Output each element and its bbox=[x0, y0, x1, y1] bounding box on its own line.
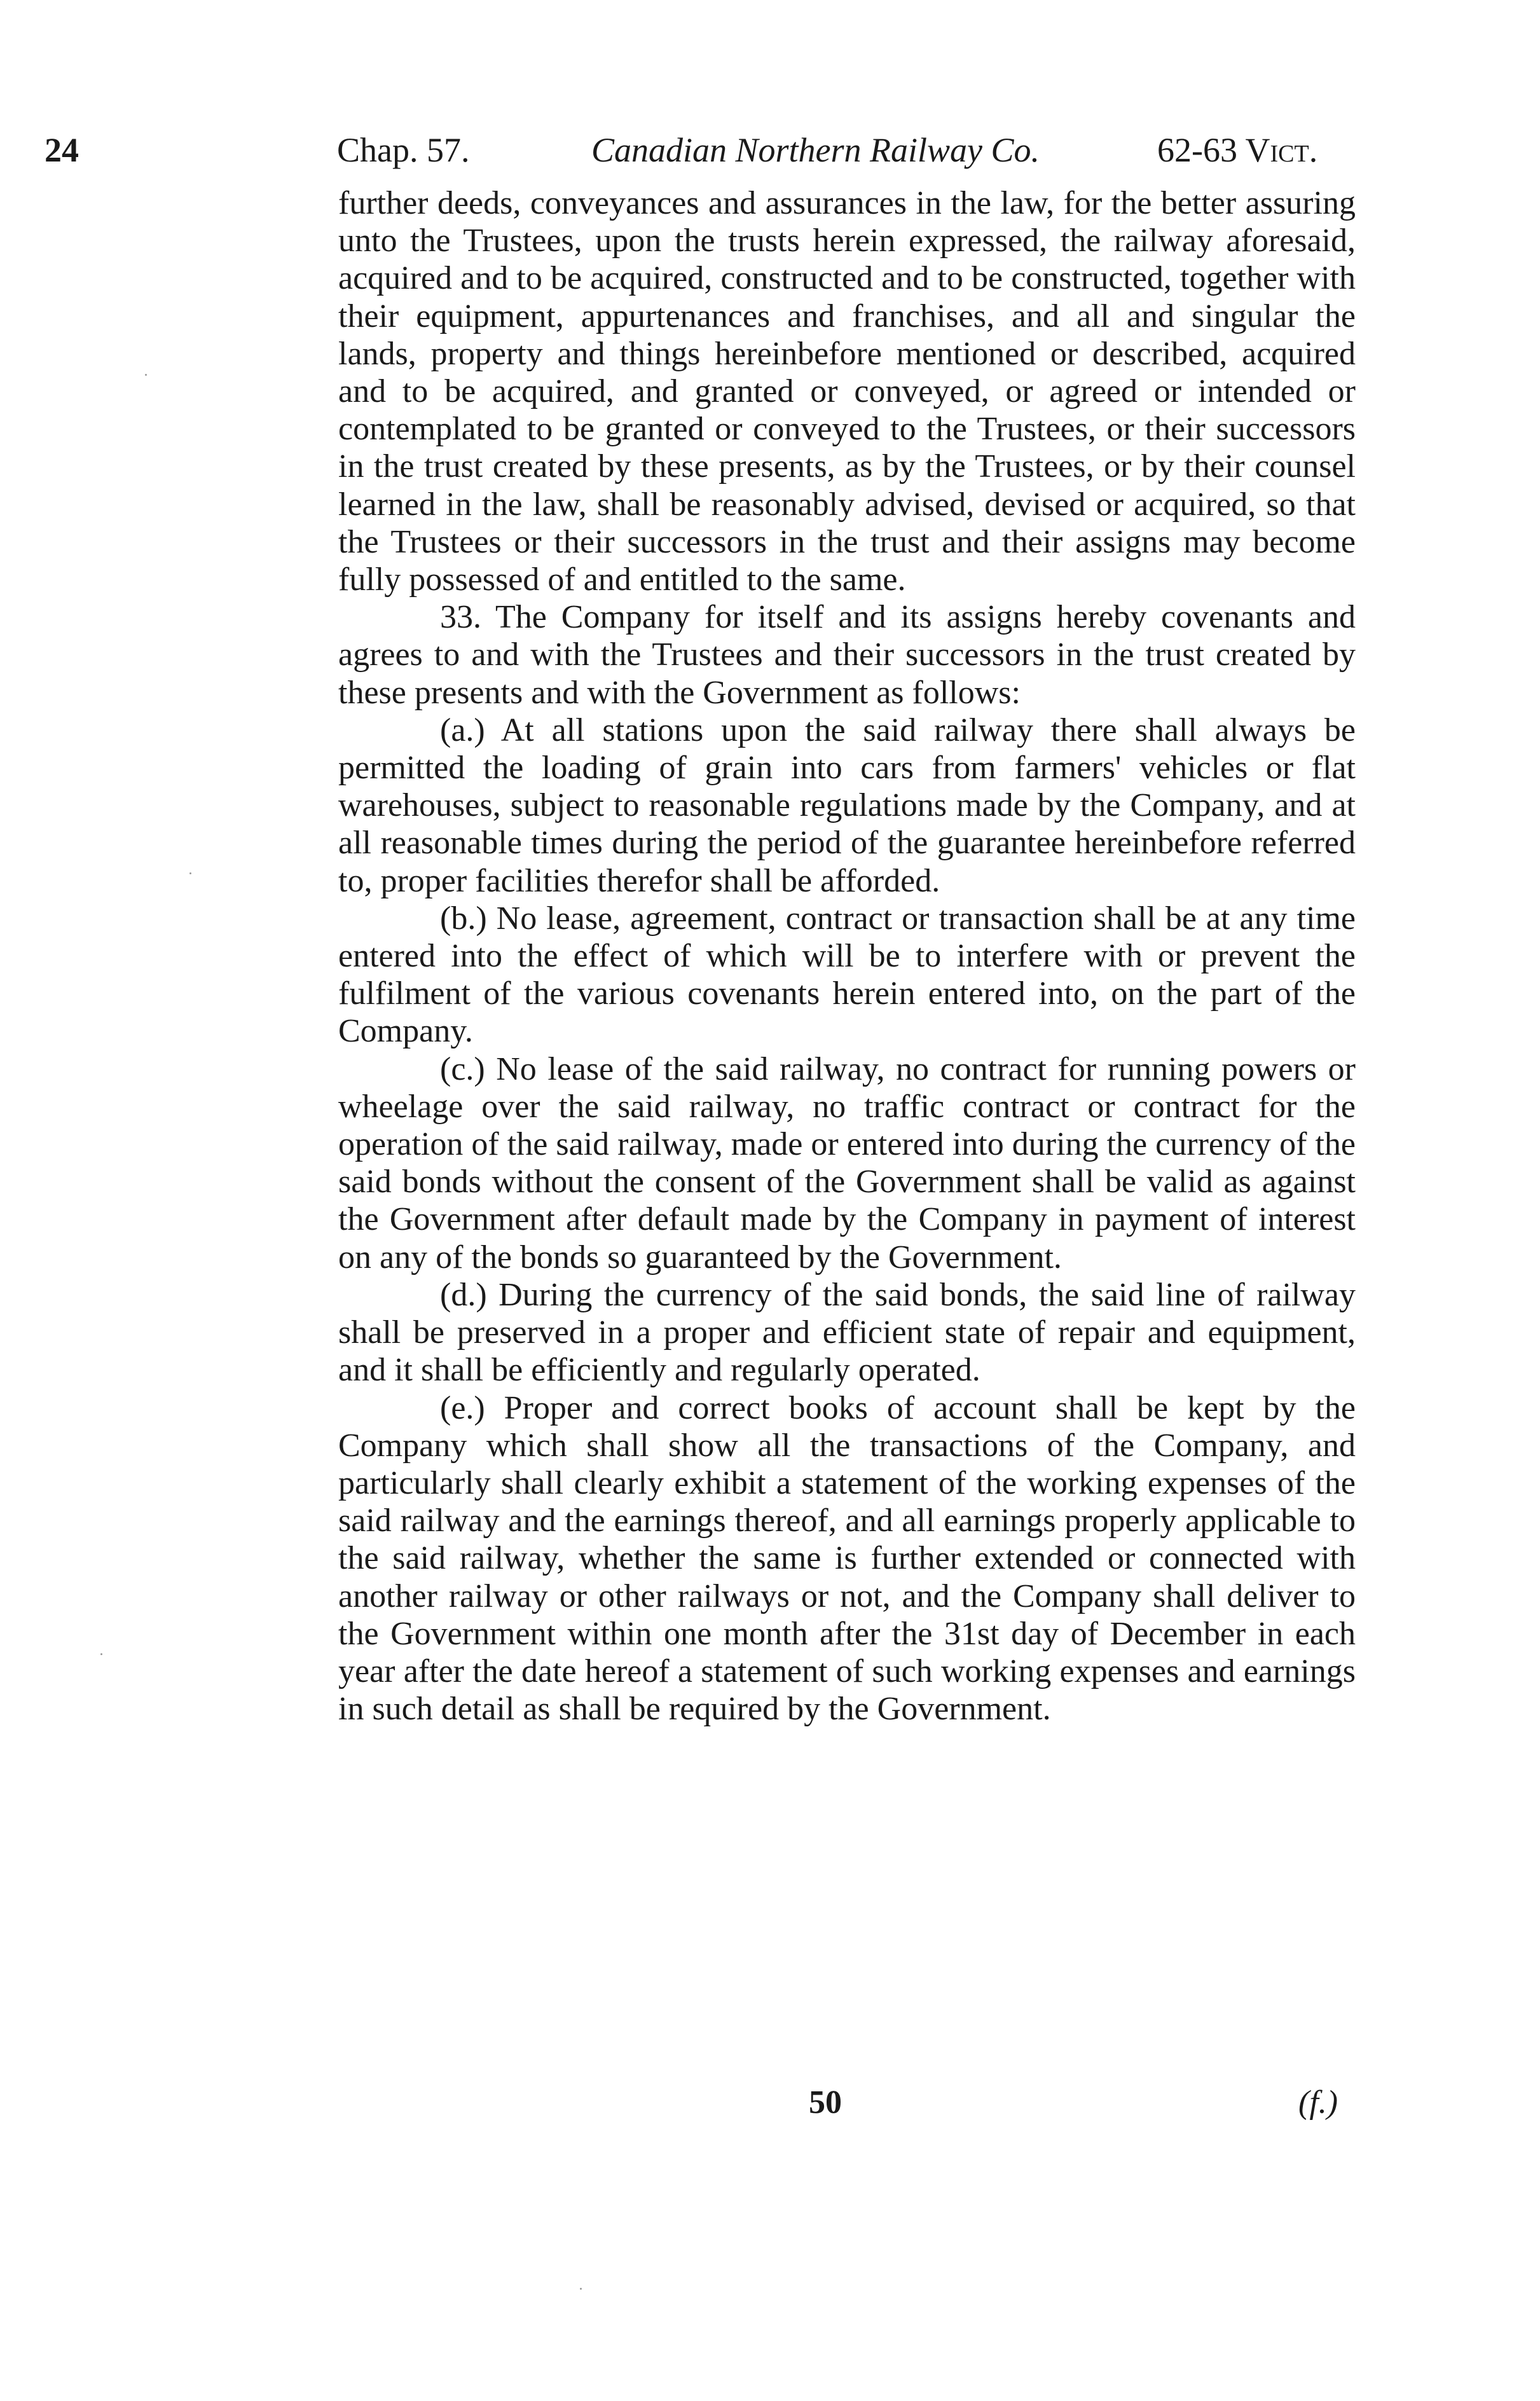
paragraph-continuation: further deeds, conveyances and assurances in the law, for the better assuring unto the Trustees, upon the trusts herein expressed, the railway aforesaid, acquired and to be acquired, constructed and to be constructed, together with their equipment, appurtenances and franchises, and all and singular the lands, property and things hereinbefore mentioned or described, acquired and to be acquired, and granted or conveyed, or agreed or intended or contemplated to be granted or conveyed to the Trustees, or their successors in the trust created by these presents, as by the Trustees, or by their counsel learned in the law, shall be reasonably advised, devised or acquired, so that the Trustees or their successors in the trust and their assigns may become fully possessed of and entitled to the same. bbox=[338, 185, 1356, 598]
clause-a: (a.) At all stations upon the said railway there shall always be permitted the loading of grain into cars from farmers' vehicles or flat warehouses, subject to reasonable regulations made by the Company, and at all reasonable times during the period of the guarantee hereinbefore referred to, proper facilities therefor shall be afforded. bbox=[338, 712, 1356, 899]
page-footer bbox=[0, 2081, 1540, 2125]
signature-mark: 50 bbox=[809, 2084, 842, 2121]
paper-speck bbox=[100, 1653, 102, 1655]
regnal-year: 62-63 Vict. bbox=[1157, 131, 1318, 169]
paper-speck bbox=[580, 2288, 582, 2290]
chapter-label: Chap. 57. bbox=[337, 131, 470, 169]
clause-d: (d.) During the currency of the said bonds, the said line of railway shall be preserved in a proper and efficient state of repair and equipment, and it shall be efficiently and regularly operated. bbox=[338, 1276, 1356, 1389]
clause-b: (b.) No lease, agreement, contract or transaction shall be at any time entered into the effect of which will be to interfere with or prevent the fulfilment of the various covenants herein entered into, on the part of the Company. bbox=[338, 900, 1356, 1050]
section-33: 33. The Company for itself and its assigns hereby covenants and agrees to and with the Trustees and their successors in the trust created by these presents and with the Government as follows: bbox=[338, 599, 1356, 711]
clause-e: (e.) Proper and correct books of account shall be kept by the Company which shall show all the transactions of the Company, and particularly shall clearly exhibit a statement of the working expenses of the said railway and the earnings thereof, and all earnings properly applicable to the said railway, whether the same is further extended or connected with another railway or other railways or not, and the Company shall deliver to the Government within one month after the 31st day of December in each year after the date hereof a statement of such working expenses and earnings in such detail as shall be required by the Government. bbox=[338, 1389, 1356, 1728]
running-title: Canadian Northern Railway Co. bbox=[591, 131, 1040, 169]
body-text bbox=[338, 184, 1356, 1728]
running-header bbox=[0, 125, 1540, 175]
paper-speck bbox=[189, 872, 191, 874]
clause-c: (c.) No lease of the said railway, no contract for running powers or wheelage over the said railway, no traffic contract or contract for the operation of the said railway, made or entered into during the currency of the said bonds without the consent of the Government shall be valid as against the Government after default made by the Company in payment of interest on any of the bonds so guaranteed by the Government. bbox=[338, 1050, 1356, 1276]
page-number: 24 bbox=[45, 131, 79, 169]
paper-speck bbox=[145, 374, 147, 376]
catchword: (f.) bbox=[1298, 2084, 1338, 2121]
